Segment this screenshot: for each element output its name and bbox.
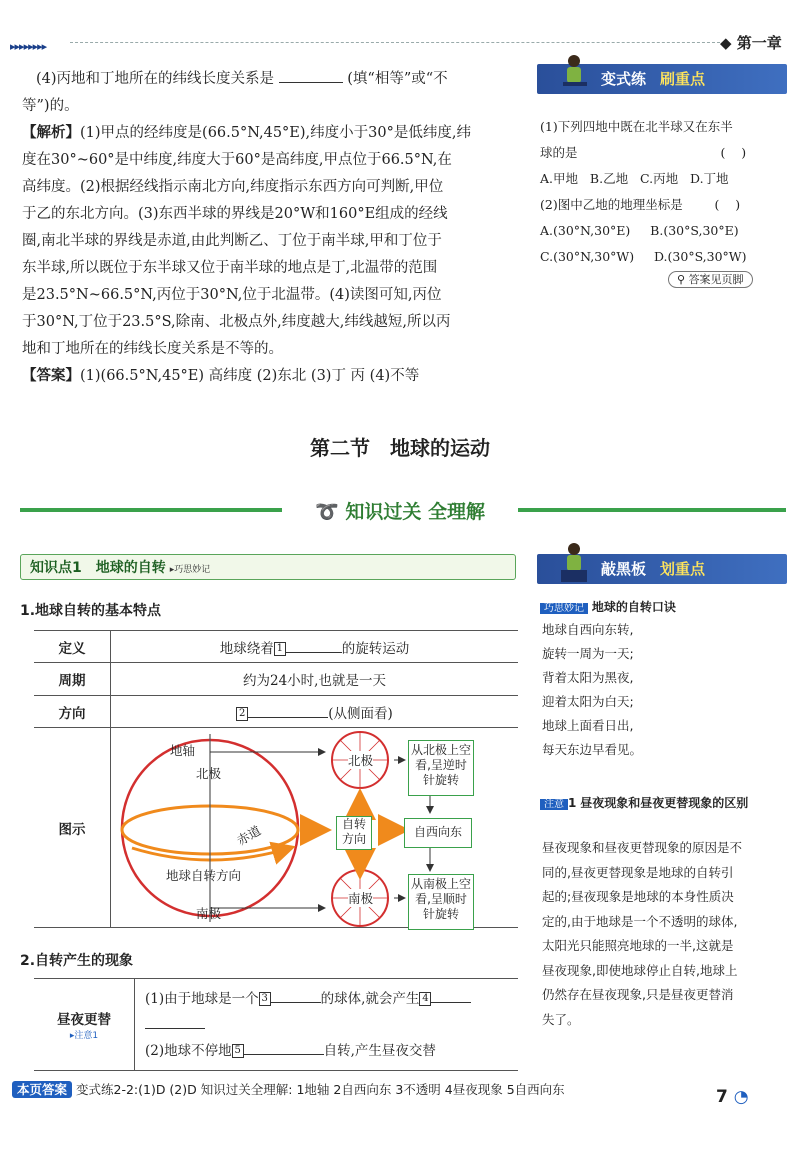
sidebar-key-header: 敲黑板 划重点 [537,554,787,584]
student-figure-icon [555,52,593,94]
answer-line: 【答案】(1)(66.5°N,45°E) 高纬度 (2)东北 (3)丁 丙 (4)不等 [22,368,420,384]
note-line: 失了。 [542,1011,580,1027]
west-east-box: 自西向东 [404,818,472,848]
answer-ref-badge: ⚲ 答案见页脚 [668,268,753,287]
chapter-title: ◆ 第一章 [720,34,782,52]
note-line: 同的,昼夜更替现象是地球的自转引 [542,864,734,880]
header-rule [70,42,720,43]
south-view-box: 从南极上空看,呈顺时针旋转 [408,874,474,930]
rhyme-line: 旋转一周为一天; [542,646,634,661]
note-line: 昼夜现象和昼夜更替现象的原因是不 [542,840,743,855]
analysis-line: 度在30°~60°是中纬度,纬度大于60°是高纬度,甲点位于66.5°N,在 [22,152,452,168]
rhyme-line: 背着太阳为黑夜, [542,670,634,685]
sidebar-practice-header: 变式练 刷重点 [537,64,787,94]
north-disc-label: 北极 [348,753,374,768]
page-answers-footer: 本页答案 变式练2-2:(1)D (2)D 知识过关全理解: 1地轴 2自西向东 3不透明 4昼夜现象 5自西向东 [12,1080,565,1098]
practice-line: A.(30°N,30°E) B.(30°S,30°E) [540,223,739,238]
rhyme-line: 地球自西向东转, [542,622,634,637]
knowledge-banner: ➰ 知识过关 全理解 [282,497,518,524]
analysis-line: 于乙的东北方向。(3)东西半球的界线是20°W和160°E组成的经线 [22,206,448,222]
diamond-icon: ◆ [720,34,737,52]
note-line: 太阳光只能照亮地球的一半,这就是 [542,938,734,953]
rhyme-line: 地球上面看日出, [542,718,634,733]
analysis-line: 于30°N,丁位于23.5°S,除南、北极点外,纬度越大,纬线越短,所以丙 [22,314,451,330]
table-row: 周期 约为24小时,也就是一天 [34,663,518,696]
note-line: 仍然存在昼夜现象,只是昼夜更替消 [542,987,734,1002]
note-title: 注意 1 昼夜现象和昼夜更替现象的区别 [540,792,790,816]
clock-icon: ◔ [727,1087,749,1107]
analysis-line: 是23.5°N~66.5°N,丙位于30°N,位于北温带。(4)读图可知,丙位 [22,287,442,303]
tip-title-row: 巧思妙记 地球的自转口诀 [540,598,676,615]
note-line: 定的,由于地球是一个不透明的球体, [542,913,738,929]
section-title: 第二节 地球的运动 [310,436,490,460]
analysis-line: 东半球,所以既位于东半球又位于南半球的地点是丁,北温带的范围 [22,260,438,276]
knowledge-point-label: 知识点1 地球的自转 ▸巧思妙记 [30,560,211,576]
analysis-line: 圈,南北半球的界线是赤道,由此判断乙、丁位于南半球,甲和丁位于 [22,233,442,249]
analysis-block [22,120,527,390]
practice-line: C.(30°N,30°W) D.(30°S,30°W) [540,249,747,264]
table-row: 方向 2 (从侧面看) [34,696,518,728]
table-row: 昼夜更替 ▸注意1 (1)由于地球是一个 3 的球体,就会产生 4 (2)地球不停地 5 自转,产生昼夜交替 [34,979,518,1071]
note-line: 昼夜现象,即使地球停止自转,地球上 [542,962,738,978]
page-number: 7 ◔ [716,1087,749,1107]
practice-line: A.甲地 B.乙地 C.丙地 D.丁地 [540,171,729,186]
analysis-line: 【解析】(1)甲点的经纬度是(66.5°N,45°E),纬度小于30°是低纬度,纬 [22,125,471,141]
rhyme-line: 迎着太阳为白天; [542,694,634,709]
subheading-phenomena: 2.自转产生的现象 [20,953,134,969]
equator-label: 赤道 [234,822,264,849]
spiral-icon: ➰ [315,501,346,523]
north-view-box: 从北极上空看,呈逆时针旋转 [408,740,474,796]
earth-globe [122,734,298,922]
header-arrows: ▸▸▸▸▸▸▸▸ [10,40,47,53]
practice-line: 球的是 ( ) [540,145,747,160]
answer-blank [279,68,343,83]
question-4-cont: 等”)的。 [22,98,79,114]
rotation-rhyme [542,618,642,762]
rotation-direction-label: 地球自转方向 [166,868,242,883]
teacher-figure-icon [555,540,593,584]
south-disc-label: 南极 [348,891,374,906]
note-line: 起的;昼夜现象是地球的本身性质决 [542,889,734,904]
key-icon: ⚲ [677,273,689,286]
center-box: 自转方向 [336,816,372,850]
table-row: 图示 [34,728,518,928]
analysis-line: 高纬度。(2)根据经线指示南北方向,纬度指示东西方向可判断,甲位 [22,179,444,195]
table-row: 定义 地球绕着 1 的旋转运动 [34,631,518,663]
axis-label: 地轴 [170,743,196,758]
question-4: (4)丙地和丁地所在的纬线长度关系是 (填“相等”或“不 [36,66,526,93]
practice-line: (2)图中乙地的地理坐标是 ( ) [540,197,741,212]
north-label: 北极 [196,766,222,781]
practice-questions [540,114,790,270]
subheading-rotation: 1.地球自转的基本特点 [20,603,162,619]
phenomena-table [34,978,518,1071]
south-label: 南极 [196,906,222,921]
analysis-line: 地和丁地所在的纬线长度关系是不等的。 [22,341,283,357]
practice-line: (1)下列四地中既在北半球又在东半 [540,119,733,134]
rhyme-line: 每天东边早看见。 [542,742,643,757]
note-body [542,836,742,1032]
